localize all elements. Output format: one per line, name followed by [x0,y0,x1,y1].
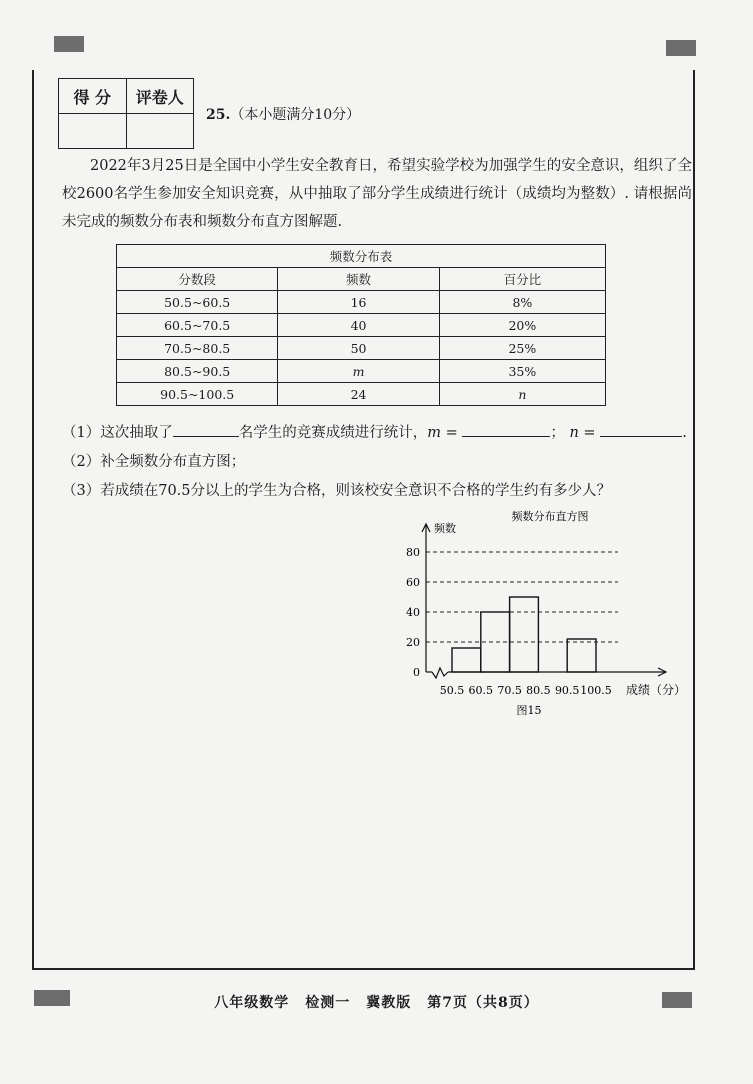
table-header: 百分比 [439,268,605,291]
registration-mark-top-right [666,40,696,56]
table-row [117,314,606,337]
table-cell: 50.5~60.5 [117,291,278,314]
x-tick-label: 60.5 [468,684,494,697]
subquestion-1 [62,421,687,442]
table-row [117,360,606,383]
score-box [58,78,194,149]
x-tick-label: 80.5 [526,684,551,697]
question-heading [206,104,360,124]
question-paragraph: 2022年3月25日是全国中小学生安全教育日，希望实验学校为加强学生的安全意识，组织了全校2600名学生参加安全知识竞赛，从中抽取了部分学生成绩进行统计（成绩均为整数）. 请根据尚未完成的频数分布表和频数分布直方图解题. [62,158,692,230]
table-cell: 40 [278,314,439,337]
y-tick-label: 20 [406,636,420,649]
q1-text-a: （1）这次抽取了 [62,425,173,441]
q1-blank-count[interactable] [173,422,239,437]
table-cell: m [278,360,439,383]
histogram-chart [390,508,700,720]
footer-edition: 冀教版 [366,995,412,1011]
table-cell: n [439,383,605,406]
y-tick-label: 0 [413,666,420,679]
table-cell: 24 [278,383,439,406]
footer-grade: 八年级数学 [214,995,290,1011]
table-row [117,383,606,406]
x-tick-label: 100.5 [580,684,612,697]
x-tick-label: 70.5 [497,684,522,697]
y-tick-label: 40 [406,606,420,619]
q1-n-label: n = [569,425,596,441]
table-cell: 60.5~70.5 [117,314,278,337]
table-cell: 50 [278,337,439,360]
table-cell: 80.5~90.5 [117,360,278,383]
score-cell[interactable] [59,114,127,149]
question-number: 25. [206,107,231,123]
page-footer [0,992,753,1012]
q1-sep: ； [550,425,565,441]
table-cell: 16 [278,291,439,314]
table-header: 分数段 [117,268,278,291]
footer-page: 第7页（共8页） [427,995,539,1011]
y-tick-label: 60 [406,576,420,589]
q1-m-label: m = [427,425,458,441]
x-axis-label: 成绩（分） [626,683,687,697]
subquestion-2: （2）补全频数分布直方图； [62,454,246,470]
frequency-table [116,244,606,406]
table-cell: 20% [439,314,605,337]
axis-break-zigzag [432,668,448,678]
score-label: 得 分 [59,79,127,114]
q1-blank-n[interactable] [600,422,682,437]
y-tick-label: 80 [406,546,420,559]
grader-label: 评卷人 [126,79,194,114]
histogram-bar [510,597,539,672]
figure-caption: 图15 [516,704,542,717]
table-cell: 35% [439,360,605,383]
registration-mark-top-left [54,36,84,52]
grader-cell[interactable] [126,114,194,149]
footer-exam: 检测一 [305,995,351,1011]
table-cell: 90.5~100.5 [117,383,278,406]
q1-blank-m[interactable] [462,422,550,437]
histogram-bar [567,639,596,672]
table-cell: 25% [439,337,605,360]
histogram-bar [452,648,481,672]
table-header: 频数 [278,268,439,291]
table-row [117,291,606,314]
chart-title: 频数分布直方图 [511,510,589,523]
question-note: （本小题满分10分） [230,107,361,123]
x-tick-label: 90.5 [554,684,580,697]
y-axis-label: 频数 [434,522,456,535]
subquestion-3: （3）若成绩在70.5分以上的学生为合格，则该校安全意识不合格的学生约有多少人？ [62,483,612,499]
table-cell: 70.5~80.5 [117,337,278,360]
x-tick-label: 50.5 [439,684,465,697]
table-caption: 频数分布表 [117,245,606,268]
q1-text-b: 名学生的竞赛成绩进行统计， [238,425,428,441]
table-cell: 8% [439,291,605,314]
q1-end: . [682,425,687,441]
table-row [117,337,606,360]
